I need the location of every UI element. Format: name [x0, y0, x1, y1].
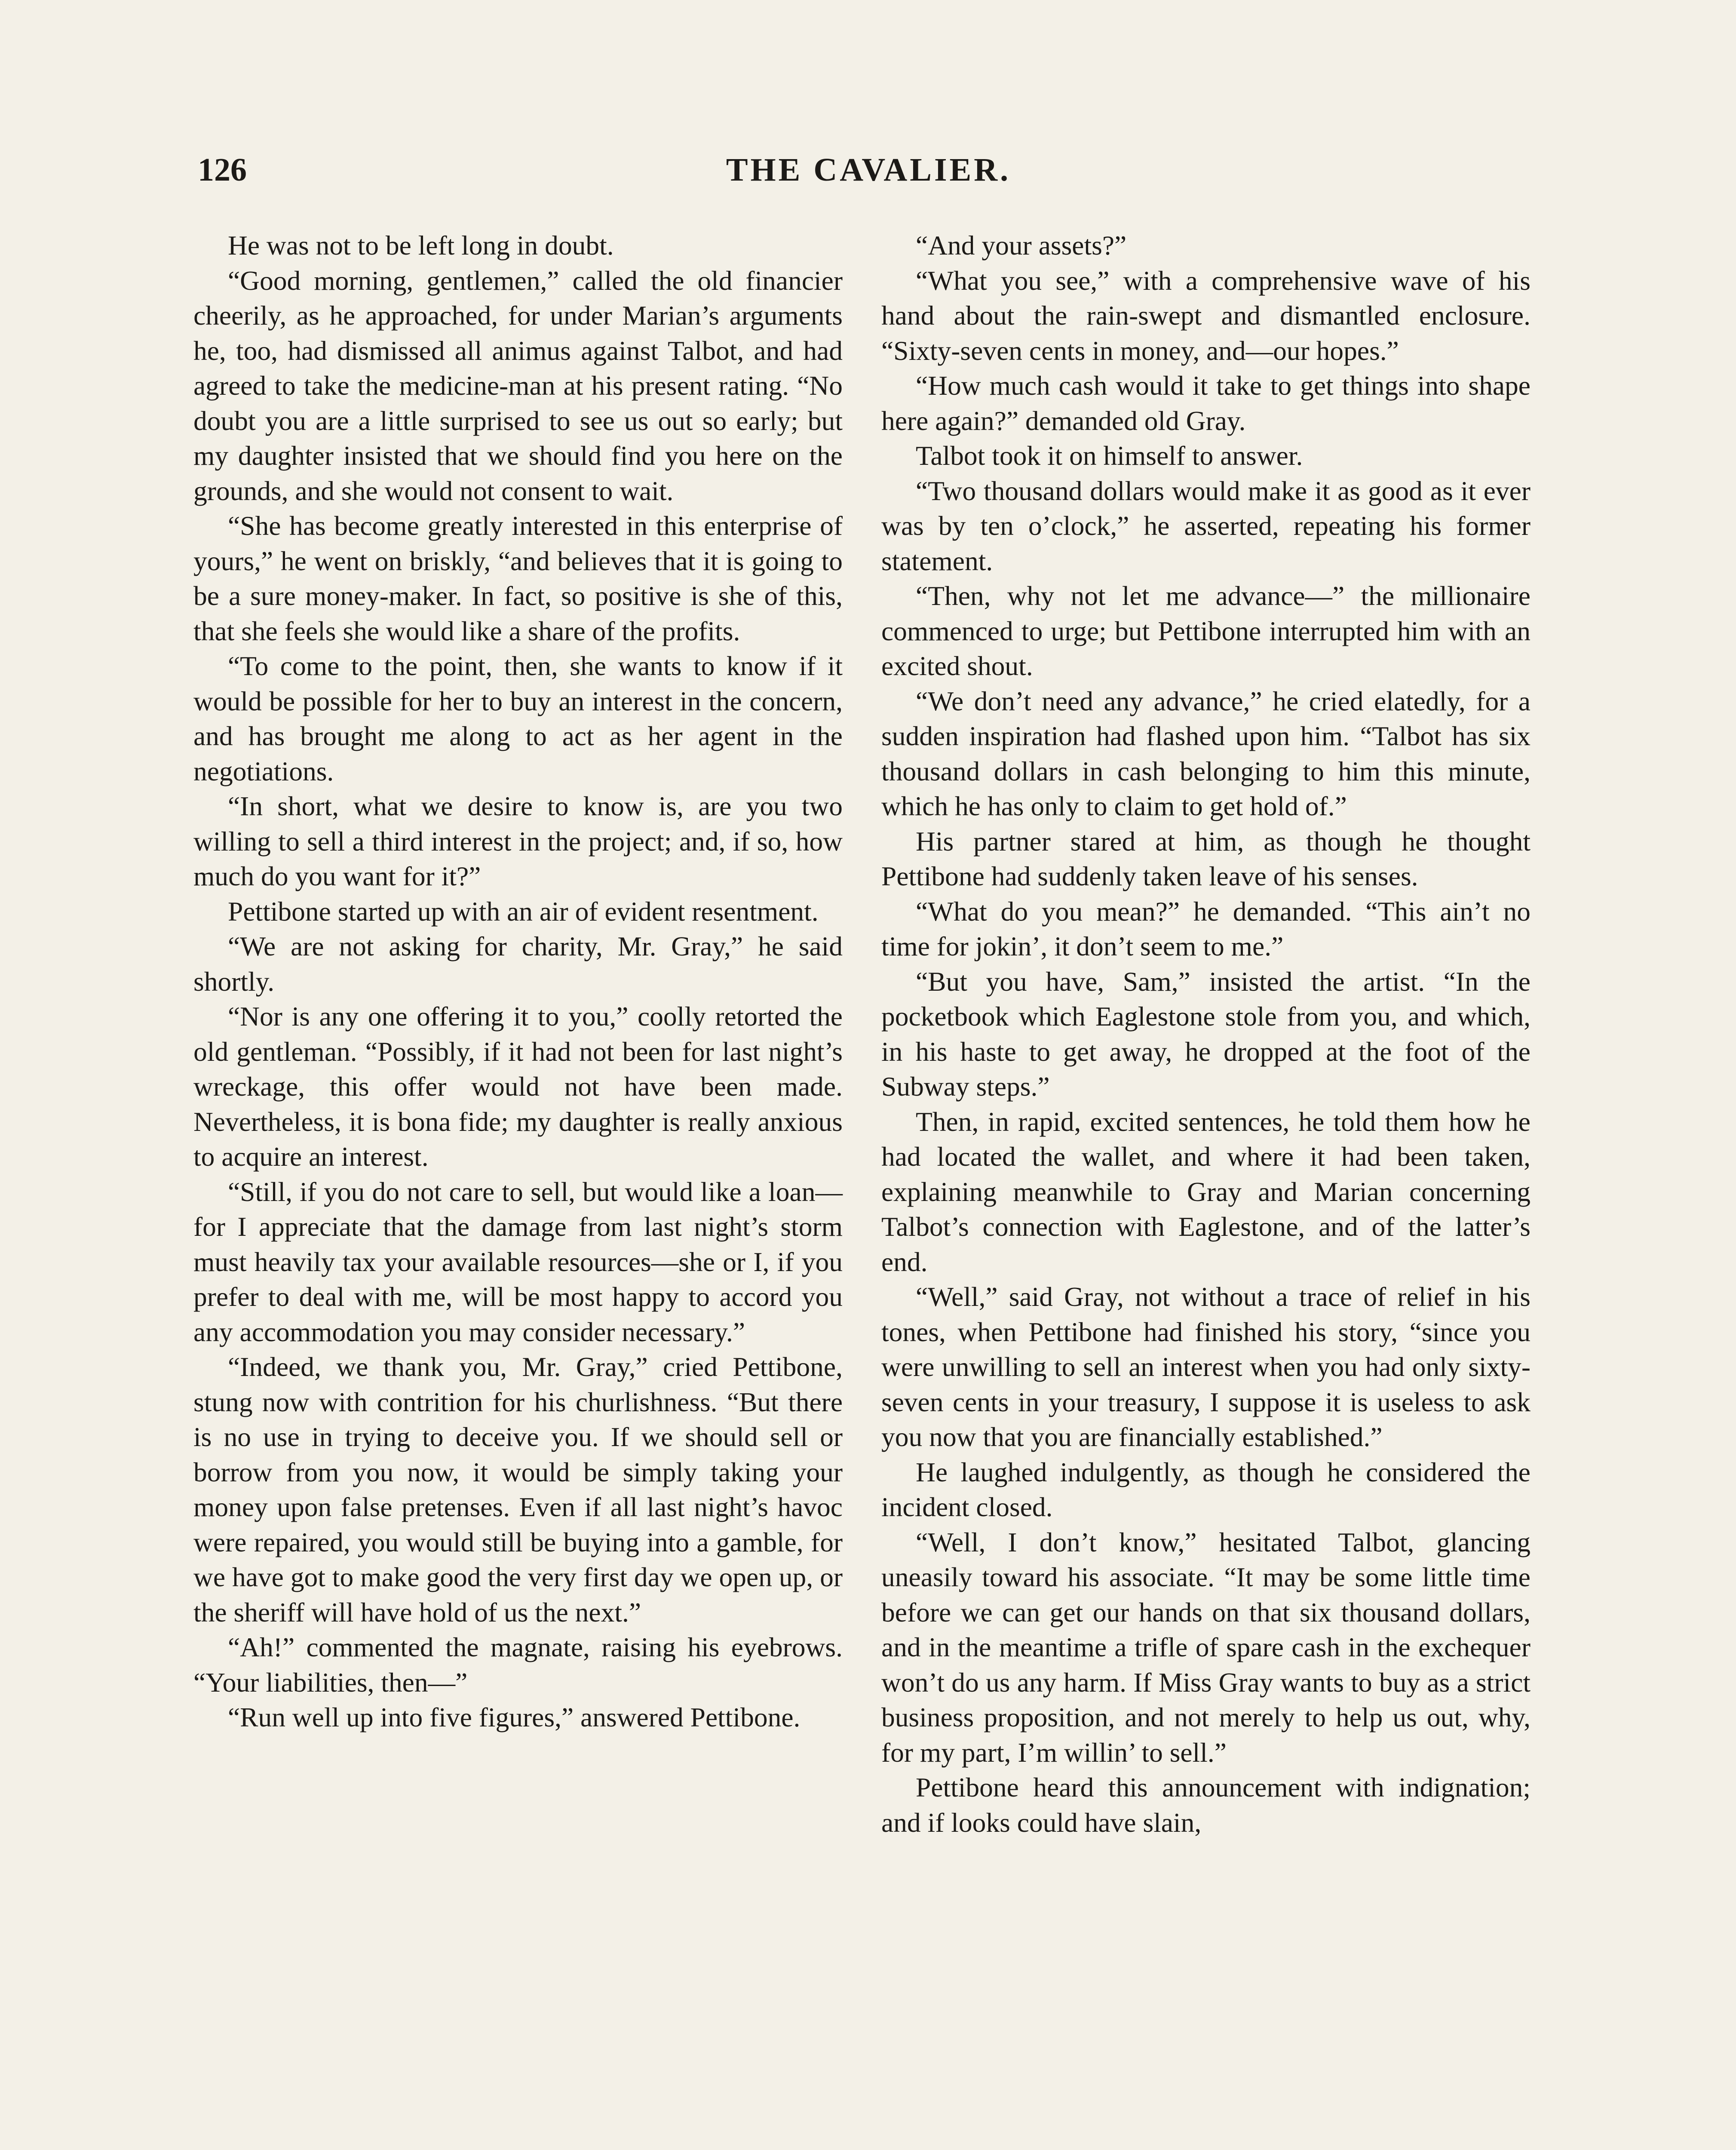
paragraph: “Nor is any one offering it to you,” coolly retorted the old gentleman. “Possibly, if it had not been for last night’s wreckage, this offer would not have been made. Nevertheless, it is bona fide; my daughter is really anxious to acquire an interest. [193, 1001, 843, 1172]
left-text-column [193, 228, 843, 1735]
paragraph: “How much cash would it take to get things into shape here again?” demanded old Gray. [881, 370, 1531, 436]
paragraph: “What you see,” with a comprehensive wave of his hand about the rain-swept and dismantled enclosure. “Sixty-seven cents in money, and—our hopes.” [881, 265, 1531, 366]
page-header [198, 146, 1539, 194]
paragraph: His partner stared at him, as though he thought Pettibone had suddenly taken leave of his senses. [881, 826, 1531, 891]
paragraph: Pettibone started up with an air of evident resentment. [228, 896, 819, 927]
paragraph: “Ah!” commented the magnate, raising his eyebrows. “Your liabilities, then—” [193, 1632, 843, 1698]
paragraph: “But you have, Sam,” insisted the artist. “In the pocketbook which Eaglestone stole from you, and which, in his haste to get away, he dropped at the foot of the Subway steps.” [881, 966, 1531, 1102]
paragraph: “Still, if you do not care to sell, but would like a loan—for I appreciate that the damage from last night’s storm must heavily tax your available resources—she or I, if you prefer to deal with me, will be most happy to accord you any accommodation you may consider necessary.” [193, 1176, 843, 1347]
paragraph: “To come to the point, then, she wants to know if it would be possible for her to buy an interest in the concern, and has brought me along to act as her agent in the negotiations. [193, 651, 843, 786]
paragraph: “Indeed, we thank you, Mr. Gray,” cried Pettibone, stung now with contrition for his churlishness. “But there is no use in trying to deceive you. If we should sell or borrow from you now, it would be simply taking your money upon false pretenses. Even if all last night’s havoc were repaired, you would still be buying into a gamble, for we have got to make good the very first day we open up, or the sheriff will have hold of us the next.” [193, 1351, 843, 1628]
right-text-column [881, 228, 1531, 1840]
paragraph: “In short, what we desire to know is, are you two willing to sell a third interest in the project; and, if so, how much do you want for it?” [193, 791, 843, 891]
paragraph: Then, in rapid, excited sentences, he told them how he had located the wallet, and where it had been taken, explaining meanwhile to Gray and Marian concerning Talbot’s connection with Eaglestone, and of the latter’s end. [881, 1106, 1531, 1277]
paragraph: “Run well up into five figures,” answered Pettibone. [228, 1702, 801, 1732]
running-title: THE CAVALIER. [726, 152, 1011, 188]
page-number: 126 [198, 152, 247, 188]
paragraph: “Good morning, gentlemen,” called the old financier cheerily, as he approached, for under Marian’s arguments he, too, had dismissed all animus against Talbot, and had agreed to take the medicine-man at his present rating. “No doubt you are a little surprised to see us out so early; but my daughter insisted that we should find you here on the grounds, and she would not consent to wait. [193, 265, 843, 506]
paragraph: “Two thousand dollars would make it as good as it ever was by ten o’clock,” he asserted, repeating his former statement. [881, 475, 1531, 576]
paragraph: “We don’t need any advance,” he cried elatedly, for a sudden inspiration had flashed upon him. “Talbot has six thousand dollars in cash belonging to him this minute, which he has only to claim to get hold of.” [881, 685, 1531, 821]
paragraph: “What do you mean?” he demanded. “This ain’t no time for jokin’, it don’t seem to me.” [881, 896, 1531, 961]
paragraph: He was not to be left long in doubt. [228, 230, 614, 261]
paragraph: “Then, why not let me advance—” the millionaire commenced to urge; but Pettibone interrupted him with an excited shout. [881, 580, 1531, 681]
paragraph: “Well, I don’t know,” hesitated Talbot, glancing uneasily toward his associate. “It may be some little time before we can get our hands on that six thousand dollars, and in the meantime a trifle of spare cash in the exchequer won’t do us any harm. If Miss Gray wants to buy as a strict business proposition, and not merely to help us out, why, for my part, I’m willin’ to sell.” [881, 1526, 1531, 1768]
paragraph: “And your assets?” [916, 230, 1127, 261]
paragraph: “She has become greatly interested in this enterprise of yours,” he went on briskly, “and believes that it is going to be a sure money-maker. In fact, so positive is she of this, that she feels she would like a share of the profits. [193, 510, 843, 646]
paragraph: He laughed indulgently, as though he considered the incident closed. [881, 1456, 1531, 1522]
paragraph: Talbot took it on himself to answer. [916, 440, 1303, 471]
paragraph: “Well,” said Gray, not without a trace of relief in his tones, when Pettibone had finished his story, “since you were unwilling to sell an interest when you had only sixty-seven cents in your treasury, I suppose it is useless to ask you now that you are financially established.” [881, 1281, 1531, 1452]
paragraph: Pettibone heard this announcement with indignation; and if looks could have slain, [881, 1772, 1531, 1838]
paragraph: “We are not asking for charity, Mr. Gray,” he said shortly. [193, 931, 843, 997]
